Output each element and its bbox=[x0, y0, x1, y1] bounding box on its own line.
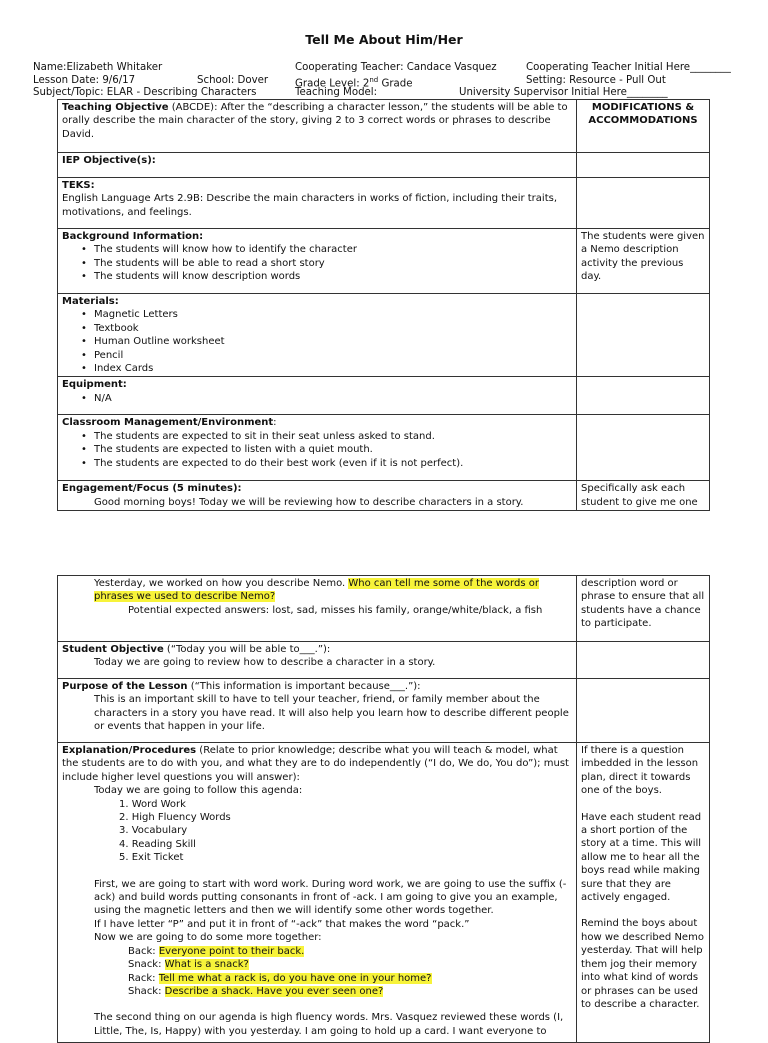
list-item: • The students are expected to do their best work (even if it is not perfect). bbox=[62, 457, 572, 470]
student-objective-cell: Student Objective (“Today you will be able to___.”): Today we are going to review how to describe a character in a story. bbox=[58, 642, 577, 679]
list-item: 5. Exit Ticket bbox=[119, 852, 184, 864]
teks-cell: TEKS: English Language Arts 2.9B: Describe the main characters in works of fiction, including their traits, motivations, and feelings. bbox=[58, 178, 577, 229]
list-item: • Textbook bbox=[62, 322, 572, 335]
list-item: • Pencil bbox=[62, 349, 572, 362]
list-item: • The students will know how to identify the character bbox=[62, 243, 572, 256]
list-item: 1. Word Work bbox=[119, 798, 186, 810]
engagement-cell: Engagement/Focus (5 minutes): Good morning boys! Today we will be reviewing how to describe characters in a story. bbox=[58, 481, 577, 511]
teaching-model: Teaching Model: bbox=[295, 87, 378, 98]
list-item: • The students will be able to read a short story bbox=[62, 257, 572, 270]
list-item: 3. Vocabulary bbox=[119, 825, 188, 837]
engagement-modification: Specifically ask each student to give me one bbox=[577, 481, 710, 511]
background-cell: Background Information: • The students will know how to identify the character • The students will be able to read a short story • The students will know description words bbox=[58, 229, 577, 294]
list-item: 4. Reading Skill bbox=[119, 838, 196, 850]
list-item: • The students are expected to listen with a quiet mouth. bbox=[62, 443, 572, 456]
procedures-modification: If there is a question imbedded in the lesson plan, direct it towards one of the boys. Have each student read a short portion of the story at a time. This will allow me to hear all the boys read while making sure that they are actively engaged. Remind the boys about how we described Nemo yesterday. That will help them jog their memory into what kind of words or phrases can be used to describe a character. bbox=[577, 743, 710, 1043]
explanation-procedures-cell: Explanation/Procedures (Relate to prior knowledge; describe what you will teach & model, what the students are to do with you, and what they are to do independently (“I do, We do, You do”); must include higher level questions you will answer): Today we are going to follow this agenda: 1. Word Work 2. High Fluency Words 3. Vocabulary 4. Reading Skill 5. Exit Ticket First, we are going to start with word work. During word work, we are going to use the suffix (-ack) and build words putting consonants in front of -ack. I am going to give you an example, using the magnetic letters and then we will identify some other words together. If I have letter “P” and put it in front of “-ack” that makes the word “pack.” Now we are going to do some more together: Back: Everyone point to their back. Snack: What is a snack? Rack: Tell me what a rack is, do you have one in your home? Shack: Describe a shack. Have you ever seen one? The second thing on our agenda is high fluency words. Mrs. Vasquez reviewed these words (I, Little, The, Is, Happy) with you yesterday. I am going to hold up a card. I want everyone to bbox=[58, 743, 577, 1043]
lesson-table-page-2 bbox=[57, 575, 710, 1043]
modifications-header: MODIFICATIONS & ACCOMMODATIONS bbox=[577, 100, 710, 153]
list-item: • N/A bbox=[62, 392, 572, 405]
subject-topic: Subject/Topic: ELAR - Describing Characters bbox=[33, 87, 257, 98]
teaching-objective-cell: Teaching Objective (ABCDE): After the “describing a character lesson,” the students will be able to orally describe the main character of the story, giving 2 to 3 correct words or phrases to describe David. bbox=[58, 100, 577, 153]
engagement-continued-cell: Yesterday, we worked on how you describe Nemo. Who can tell me some of the words or phrases we used to describe Nemo? Potential expected answers: lost, sad, misses his family, orange/white/black, a fish bbox=[58, 576, 577, 642]
classroom-management-cell: Classroom Management/Environment: • The students are expected to sit in their seat unless asked to stand. • The students are expected to listen with a quiet mouth. • The students are expected to do their best work (even if it is not perfect). bbox=[58, 415, 577, 481]
materials-cell: Materials: • Magnetic Letters • Textbook • Human Outline worksheet • Pencil • Index Cards bbox=[58, 294, 577, 377]
agenda-list bbox=[62, 798, 572, 865]
list-item: • The students are expected to sit in their seat unless asked to stand. bbox=[62, 430, 572, 443]
document-title: Tell Me About Him/Her bbox=[305, 32, 463, 47]
cooperating-teacher: Cooperating Teacher: Candace Vasquez bbox=[295, 62, 497, 73]
list-item: • Index Cards bbox=[62, 362, 572, 375]
lesson-table-page-1 bbox=[57, 99, 710, 511]
lesson-date: Lesson Date: 9/6/17 bbox=[33, 75, 136, 86]
list-item: • Human Outline worksheet bbox=[62, 335, 572, 348]
cooperating-teacher-initial: Cooperating Teacher Initial Here________ bbox=[526, 62, 731, 73]
list-item: • Magnetic Letters bbox=[62, 308, 572, 321]
iep-objective-cell: IEP Objective(s): bbox=[58, 153, 577, 178]
list-item: • The students will know description words bbox=[62, 270, 572, 283]
equipment-cell: Equipment: • N/A bbox=[58, 377, 577, 415]
description-modification: description word or phrase to ensure that all students have a chance to participate. bbox=[577, 576, 710, 642]
setting: Setting: Resource - Pull Out bbox=[526, 75, 666, 86]
school: School: Dover bbox=[197, 75, 269, 86]
list-item: 2. High Fluency Words bbox=[119, 812, 231, 824]
teacher-name: Name:Elizabeth Whitaker bbox=[33, 62, 163, 73]
supervisor-initial: University Supervisor Initial Here________ bbox=[459, 87, 668, 98]
purpose-cell: Purpose of the Lesson (“This information is important because___.”): This is an important skill to have to tell your teacher, friend, or family member about the characters in a story you have read. It will also help you learn how to describe different people or events that happen in your life. bbox=[58, 679, 577, 743]
grade-level: Grade Level: 2nd Grade bbox=[295, 76, 413, 90]
background-modification: The students were given a Nemo description activity the previous day. bbox=[577, 229, 710, 294]
